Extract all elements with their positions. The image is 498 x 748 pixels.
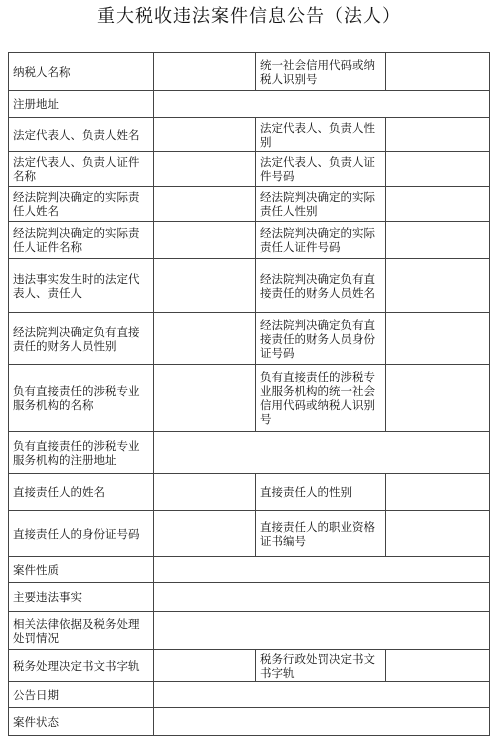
field-label: 注册地址 [9,91,154,118]
table-row [9,259,490,313]
case-info-table [8,52,490,736]
table-row [9,187,490,222]
field-value [154,682,490,708]
field-value [386,365,490,432]
field-label: 纳税人名称 [9,53,154,91]
table-row [9,91,490,118]
field-label: 法定代表人、负责人证件名称 [9,152,154,187]
table-row [9,53,490,91]
field-label: 负有直接责任的涉税专业服务机构的统一社会信用代码或纳税人识别号 [256,365,386,432]
field-label: 违法事实发生时的法定代表人、责任人 [9,259,154,313]
field-value [154,222,256,259]
field-value [154,511,256,557]
table-row [9,511,490,557]
table-row [9,708,490,736]
field-value [154,187,256,222]
field-value [386,650,490,682]
field-value [154,259,256,313]
field-value [154,557,490,583]
field-label: 负有直接责任的涉税专业服务机构的注册地址 [9,432,154,474]
field-label: 经法院判决确定的实际责任人姓名 [9,187,154,222]
field-label: 经法院判决确定负有直接责任的财务人员性别 [9,313,154,365]
field-value [154,313,256,365]
field-label: 相关法律依据及税务处理处罚情况 [9,612,154,650]
field-value [386,222,490,259]
field-value [386,152,490,187]
table-row [9,557,490,583]
field-label: 法定代表人、负责人证件号码 [256,152,386,187]
field-value [386,187,490,222]
field-value [154,91,490,118]
field-label: 直接责任人的姓名 [9,474,154,511]
field-value [386,313,490,365]
field-label: 税务处理决定书文书字轨 [9,650,154,682]
field-value [154,53,256,91]
field-value [154,432,490,474]
field-value [154,650,256,682]
field-label: 税务行政处罚决定书文书字轨 [256,650,386,682]
field-label: 直接责任人的性别 [256,474,386,511]
field-label: 统一社会信用代码或纳税人识别号 [256,53,386,91]
table-row [9,612,490,650]
field-value [386,118,490,152]
table-row [9,583,490,612]
field-label: 负有直接责任的涉税专业服务机构的名称 [9,365,154,432]
field-value [154,612,490,650]
field-label: 公告日期 [9,682,154,708]
table-row [9,365,490,432]
field-label: 法定代表人、负责人性别 [256,118,386,152]
field-label: 经法院判决确定的实际责任人性别 [256,187,386,222]
table-row [9,650,490,682]
table-row [9,222,490,259]
field-value [154,365,256,432]
table-row [9,118,490,152]
field-label: 直接责任人的身份证号码 [9,511,154,557]
field-label: 直接责任人的职业资格证书编号 [256,511,386,557]
field-label: 经法院判决确定负有直接责任的财务人员身份证号码 [256,313,386,365]
field-value [154,583,490,612]
field-label: 案件状态 [9,708,154,736]
field-value [386,53,490,91]
field-value [386,259,490,313]
field-label: 经法院判决确定的实际责任人证件号码 [256,222,386,259]
field-value [386,474,490,511]
table-row [9,474,490,511]
field-value [154,118,256,152]
table-row [9,313,490,365]
table-row [9,432,490,474]
field-label: 经法院判决确定的实际责任人证件名称 [9,222,154,259]
document-title: 重大税收违法案件信息公告（法人） [97,6,401,27]
field-label: 经法院判决确定负有直接责任的财务人员姓名 [256,259,386,313]
field-label: 法定代表人、负责人姓名 [9,118,154,152]
field-label: 主要违法事实 [9,583,154,612]
field-label: 案件性质 [9,557,154,583]
table-row [9,152,490,187]
field-value [154,474,256,511]
field-value [154,708,490,736]
table-row [9,682,490,708]
field-value [386,511,490,557]
field-value [154,152,256,187]
